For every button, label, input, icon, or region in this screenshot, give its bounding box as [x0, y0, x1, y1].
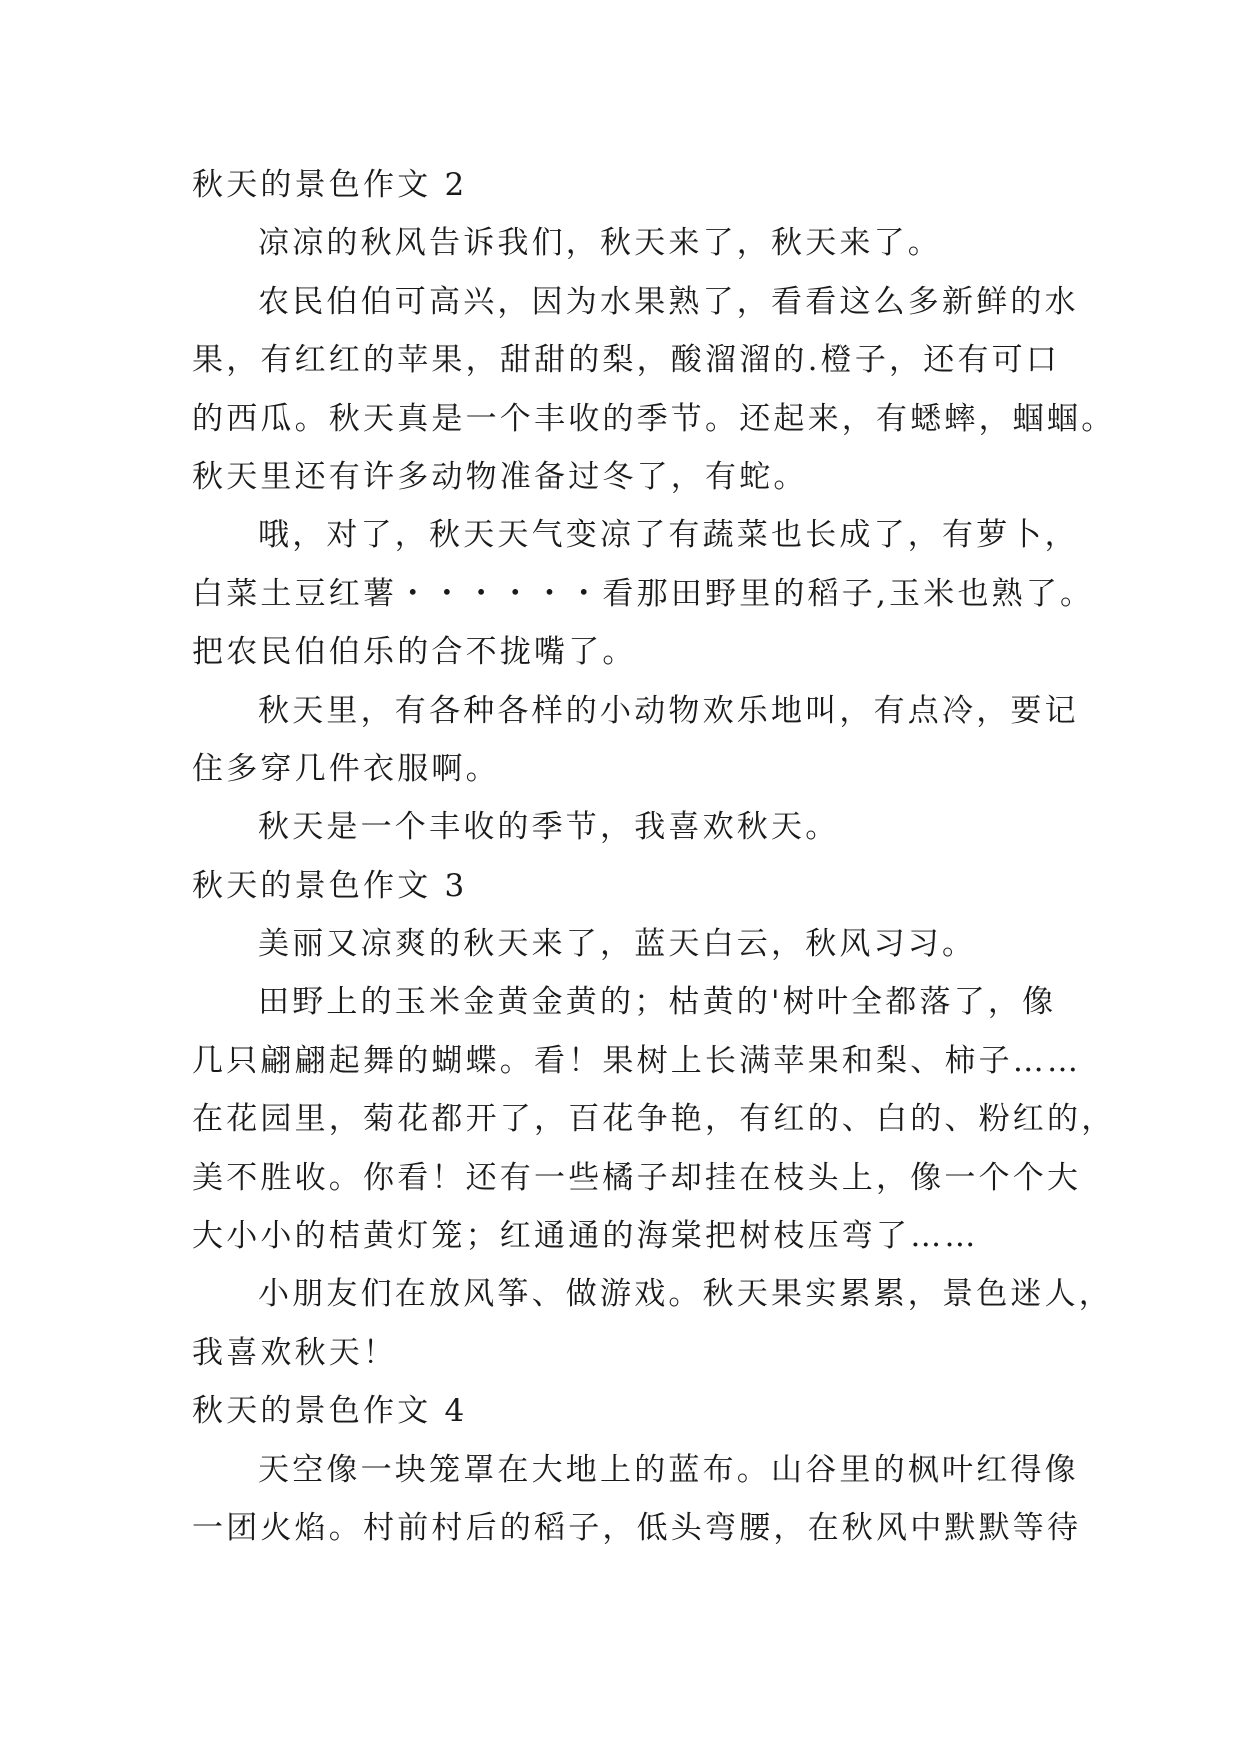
section-title: 秋天的景色作文 2 — [192, 167, 468, 203]
paragraph-first-line: 美丽又凉爽的秋天来了，蓝天白云，秋风习习。 — [258, 926, 977, 963]
paragraph-first-line: 天空像一块笼罩在大地上的蓝布。山谷里的枫叶红得像 — [258, 1451, 1079, 1488]
paragraph-line: 大小小的桔黄灯笼；红通通的海棠把树枝压弯了…… — [192, 1218, 979, 1255]
paragraph-first-line: 秋天里，有各种各样的小动物欢乐地叫，有点冷，要记 — [258, 692, 1079, 729]
paragraph-first-line: 小朋友们在放风筝、做游戏。秋天果实累累，景色迷人， — [258, 1276, 1113, 1313]
paragraph-line: 美不胜收。你看！还有一些橘子却挂在枝头上，像一个个大 — [192, 1159, 1082, 1196]
document-body — [192, 156, 1116, 1557]
essay-section — [192, 156, 1116, 857]
paragraph-line: 果，有红红的苹果，甜甜的梨，酸溜溜的.橙子，还有可口 — [192, 342, 1061, 379]
paragraph-line: 白菜土豆红薯・・・・・・看那田野里的稻子,玉米也熟了。 — [192, 575, 1095, 612]
paragraph-line: 我喜欢秋天！ — [192, 1334, 398, 1371]
paragraph-line: 的西瓜。秋天真是一个丰收的季节。还起来，有蟋蟀，蝈蝈。 — [192, 400, 1116, 437]
paragraph-line: 几只翩翩起舞的蝴蝶。看！果树上长满苹果和梨、柿子…… — [192, 1042, 1082, 1079]
paragraph-line: 一团火焰。村前村后的稻子，低头弯腰，在秋风中默默等待 — [192, 1509, 1082, 1546]
paragraph-first-line: 秋天是一个丰收的季节，我喜欢秋天。 — [258, 809, 840, 846]
section-title: 秋天的景色作文 4 — [192, 1393, 468, 1430]
paragraph-line: 在花园里，菊花都开了，百花争艳，有红的、白的、粉红的， — [192, 1101, 1116, 1138]
paragraph-line: 住多穿几件衣服啊。 — [192, 750, 500, 787]
paragraph-line: 秋天里还有许多动物准备过冬了，有蛇。 — [192, 458, 808, 495]
essay-section — [192, 857, 1116, 1383]
paragraph-first-line: 田野上的玉米金黄金黄的；枯黄的'树叶全都落了，像 — [258, 984, 1057, 1021]
paragraph-line: 把农民伯伯乐的合不拢嘴了。 — [192, 634, 637, 671]
paragraph-first-line: 凉凉的秋风告诉我们，秋天来了，秋天来了。 — [258, 225, 942, 262]
section-title: 秋天的景色作文 3 — [192, 867, 468, 904]
essay-section — [192, 1382, 1082, 1557]
paragraph-first-line: 农民伯伯可高兴，因为水果熟了，看看这么多新鲜的水 — [258, 283, 1079, 320]
paragraph-first-line: 哦，对了，秋天天气变凉了有蔬菜也长成了，有萝卜， — [258, 517, 1079, 554]
